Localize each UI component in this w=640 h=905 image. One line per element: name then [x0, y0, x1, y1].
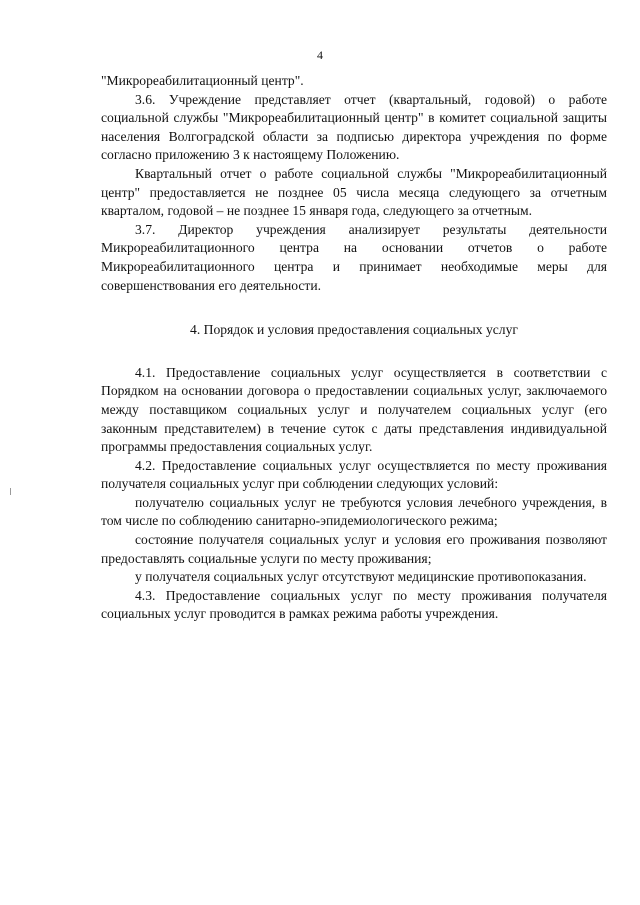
paragraph-continuation: "Микрореабилитационный центр".	[101, 73, 304, 88]
condition-item-1: получателю социальных услуг не требуются условия лечебного учреждения, в том числе по соблюдению санитарно-эпидемиологического режима;	[101, 494, 607, 529]
paragraph-3-7: 3.7. Директор учреждения анализирует результаты деятельности Микрореабилитационного центра на основании отчетов о работе Микрореабилитационного центра и принимает необходимые меры для совершенствования его деятельности.	[101, 221, 607, 293]
paragraph-3-6: 3.6. Учреждение представляет отчет (квартальный, годовой) о работе социальной службы "Микрореабилитационный центр" в комитет социальной защиты населения Волгоградской области за подписью директора учреждения по форме согласно приложению 3 к настоящему Положению.	[101, 91, 607, 163]
paragraph-quarterly-report: Квартальный отчет о работе социальной службы "Микрореабилитационный центр" предоставляется не позднее 05 числа месяца следующего за отчетным кварталом, годовой – не позднее 15 января года, следующего за отчетным.	[101, 165, 607, 219]
section-heading: 4. Порядок и условия предоставления социальных услуг	[190, 322, 518, 338]
paragraph-4-1: 4.1. Предоставление социальных услуг осуществляется в соответствии с Порядком на основании договора о предоставлении социальных услуг, заключаемого между поставщиком социальных услуг и получателем социальных услуг (его законным представителем) в течение суток с даты представления индивидуальной программы предоставления социальных услуг.	[101, 364, 607, 455]
condition-item-3: у получателя социальных услуг отсутствуют медицинские противопоказания.	[135, 569, 587, 585]
condition-item-2: состояние получателя социальных услуг и условия его проживания позволяют предоставлять социальные услуги по месту проживания;	[101, 532, 607, 566]
paragraph-4-2: 4.2. Предоставление социальных услуг осуществляется по месту проживания получателя социальных услуг при соблюдении следующих условий:	[101, 457, 607, 492]
page-number: 4	[317, 48, 323, 62]
paragraph-4-3: 4.3. Предоставление социальных услуг по месту проживания получателя социальных услуг проводится в рамках режима работы учреждения.	[101, 587, 607, 622]
document-body	[101, 72, 607, 624]
scan-artifact-mark	[10, 488, 11, 495]
